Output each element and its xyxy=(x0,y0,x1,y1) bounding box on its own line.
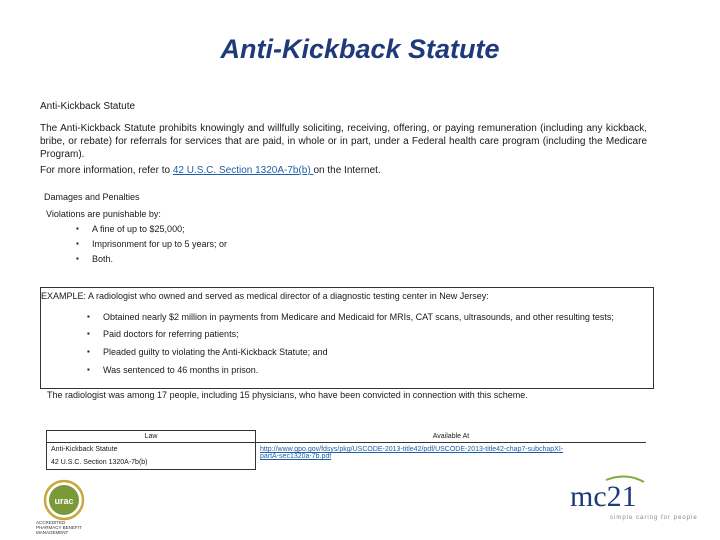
list-item: ▪ Both. xyxy=(76,254,647,266)
link-line-1: http://www.gpo.gov/fdsys/pkg/USCODE-2013-title42/pdf/USCODE-2013-title42-chap7-subchapXI- xyxy=(260,446,564,453)
list-item: ▪ Imprisonment for up to 5 years; or xyxy=(76,239,647,251)
list-item: ▪ Pleaded guilty to violating the Anti-Kickback Statute; and xyxy=(87,347,653,359)
col-header-law: Law xyxy=(47,431,256,443)
table-cell-link xyxy=(256,443,647,470)
statute-paragraph: The Anti-Kickback Statute prohibits knowingly and willfully soliciting, receiving, offering, or paying remuneration (including any kickback, bribe, or rebate) for referrals for services that are paid, in whole or in part, under a Federal health care program (including the Medicare Program). xyxy=(40,123,647,160)
list-item: ▪ Obtained nearly $2 million in payments from Medicare and Medicaid for MRIs, CAT scans, ultrasounds, and other resulting tests; xyxy=(87,312,653,324)
example-box xyxy=(40,287,654,389)
urac-caption-1: ACCREDITED xyxy=(36,520,66,525)
link-line-2: partA-sec1320a-7b.pdf xyxy=(260,453,332,460)
reference-link[interactable] xyxy=(260,446,563,460)
list-item: ▪ Paid doctors for referring patients; xyxy=(87,329,653,341)
col-header-available: Available At xyxy=(256,431,647,443)
damages-heading: Damages and Penalties xyxy=(44,192,140,202)
reference-table xyxy=(46,430,646,470)
more-info-line xyxy=(40,164,647,177)
main-content xyxy=(40,100,647,268)
more-info-prefix: For more information, refer to xyxy=(40,165,173,176)
page-title: Anti-Kickback Statute xyxy=(220,34,500,64)
list-item: ▪ A fine of up to $25,000; xyxy=(76,224,647,236)
tagline: simple caring for people xyxy=(610,515,698,521)
mc21-logo xyxy=(566,474,696,514)
statute-link[interactable]: 42 U.S.C. Section 1320A-7b(b) xyxy=(172,165,314,176)
damages-lead: Violations are punishable by: xyxy=(46,208,161,219)
subheading: Anti-Kickback Statute xyxy=(40,101,136,112)
table-cell: Anti-Kickback Statute xyxy=(47,443,256,457)
damages-section xyxy=(40,192,647,265)
urac-logo xyxy=(34,478,124,536)
penalties-list xyxy=(40,224,647,265)
urac-caption-2: PHARMACY BENEFIT xyxy=(36,525,82,530)
list-item: ▪ Was sentenced to 46 months in prison. xyxy=(87,365,653,377)
urac-caption-3: MANAGEMENT xyxy=(36,530,69,535)
example-list xyxy=(41,312,653,377)
urac-wordmark: urac xyxy=(54,496,74,506)
table-cell: 42 U.S.C. Section 1320A-7b(b) xyxy=(47,456,256,470)
conclusion-text: The radiologist was among 17 people, including 15 physicians, who have been convicted in connection with this scheme. xyxy=(47,390,528,400)
example-heading: EXAMPLE: A radiologist who owned and served as medical director of a diagnostic testing center in New Jersey: xyxy=(41,291,489,301)
more-info-suffix: on the Internet. xyxy=(313,165,381,176)
mc21-wordmark: mc21 xyxy=(570,480,637,513)
